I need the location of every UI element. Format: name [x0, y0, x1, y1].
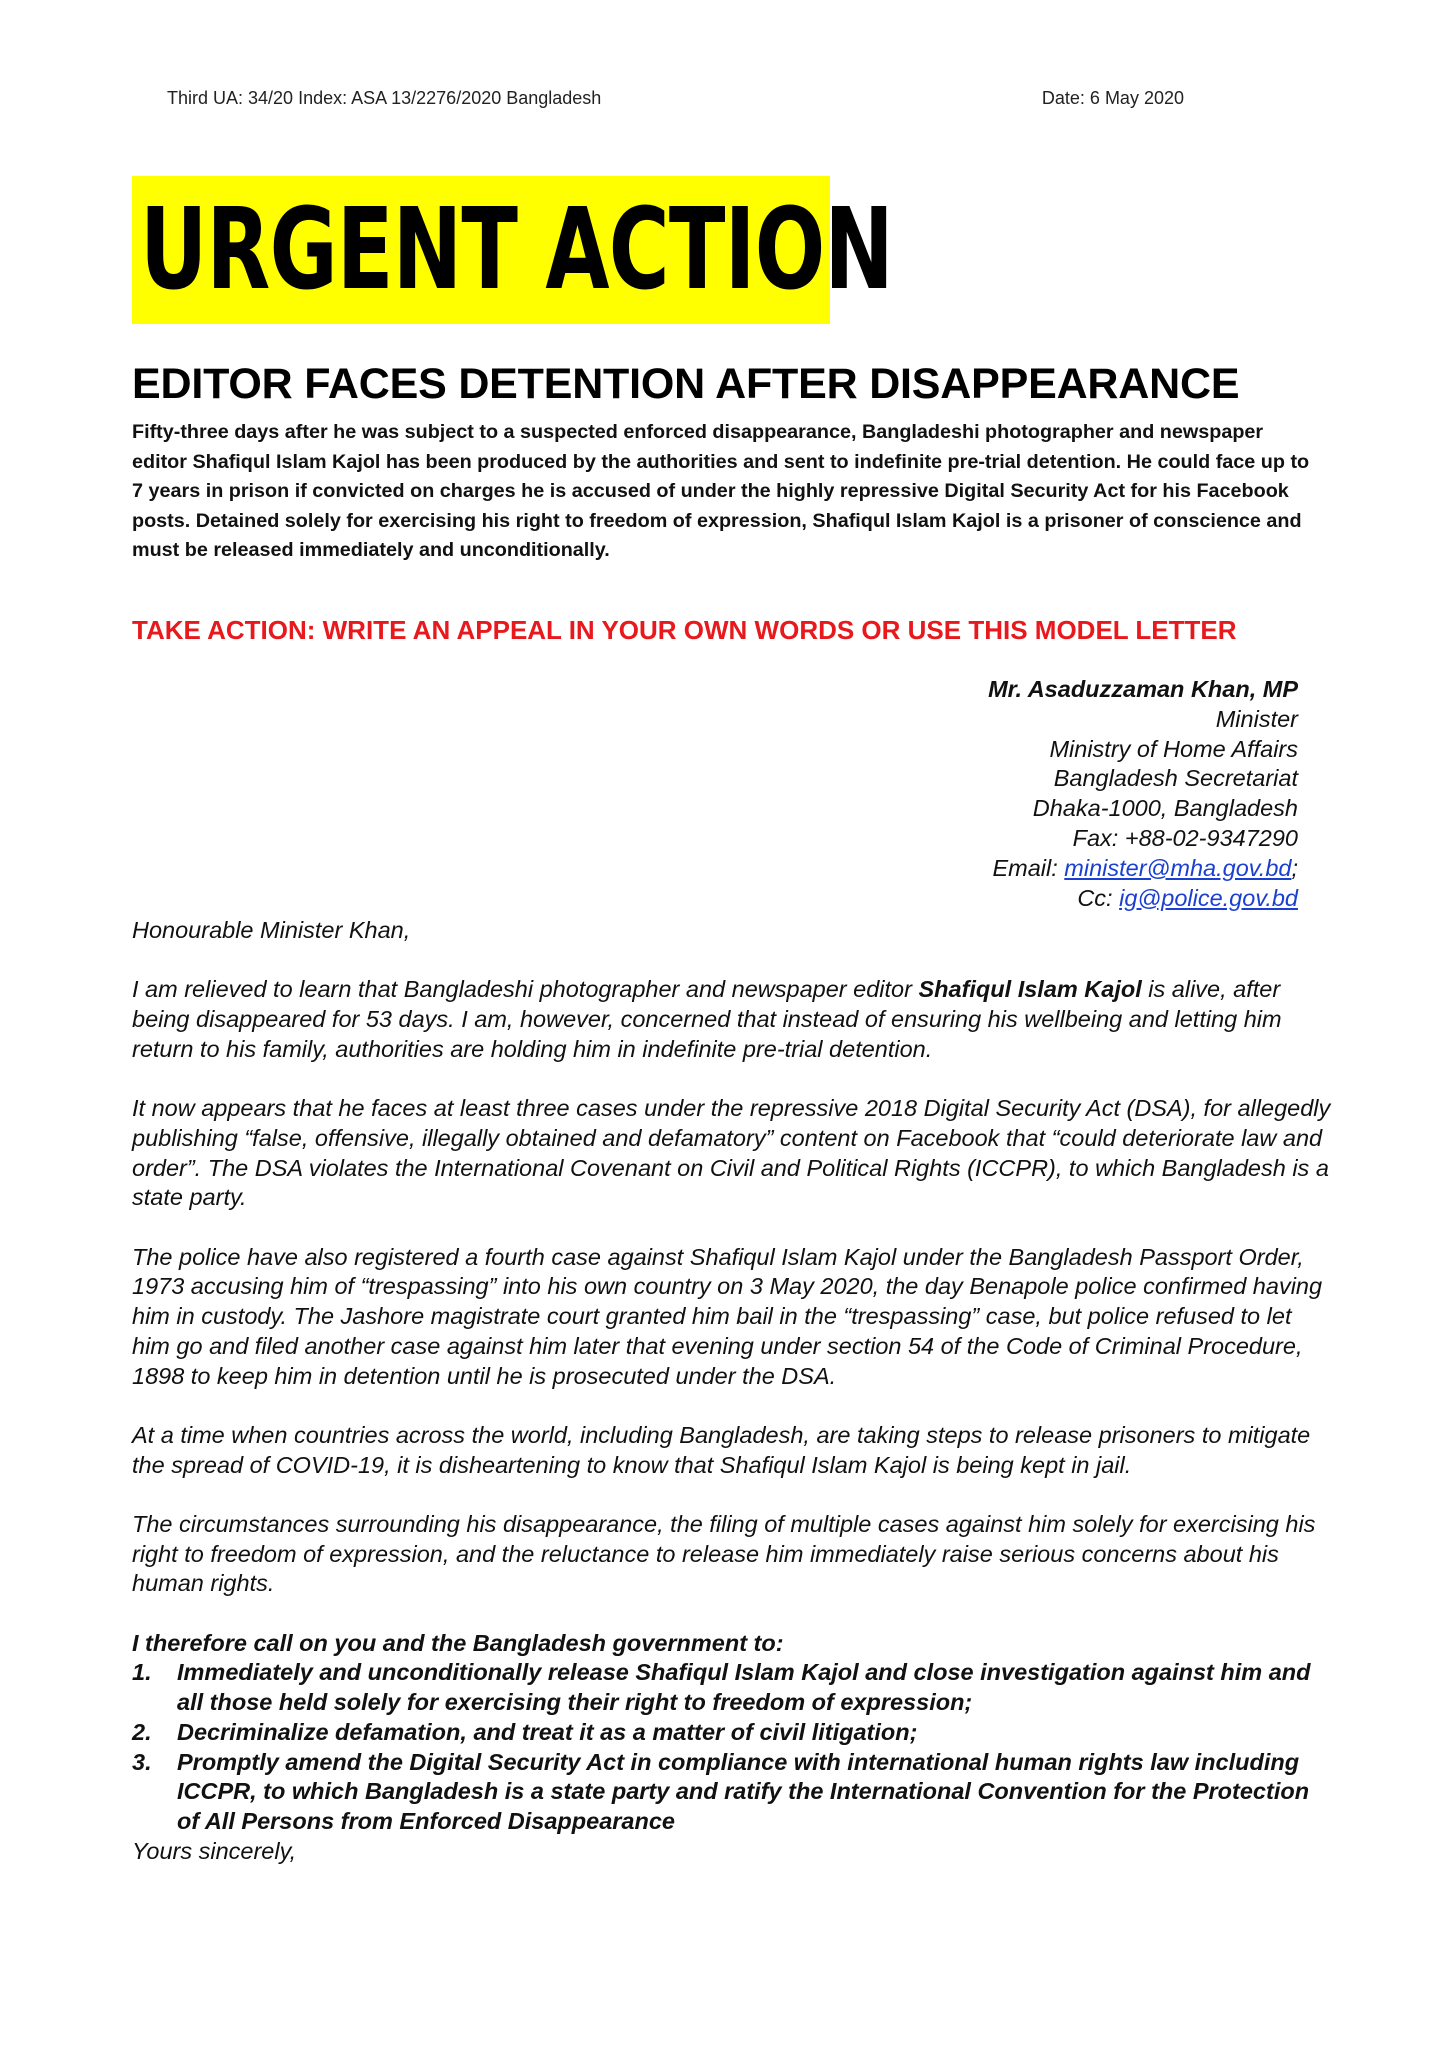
cc-label: Cc:: [1077, 884, 1120, 911]
letter-paragraph-1: [132, 975, 1332, 1064]
letter-paragraph-2: It now appears that he faces at least three cases under the repressive 2018 Digital Security Act (DSA), for allegedly publishing “false, offensive, illegally obtained and defamatory” content on Facebook that “could deteriorate law and order”. The DSA violates the International Covenant on Civil and Political Rights (ICCPR), to which Bangladesh is a state party.: [132, 1095, 1331, 1211]
recipient-city: Dhaka-1000, Bangladesh: [1032, 795, 1298, 822]
demand-text: Promptly amend the Digital Security Act in compliance with international human rights law including ICCPR, to which Bangladesh is a state party and ratify the International Convention for the Protection of All Persons from Enforced Disappearance: [177, 1748, 1310, 1834]
letter-paragraph-4: At a time when countries across the world, including Bangladesh, are taking steps to release prisoners to mitigate the spread of COVID-19, it is disheartening to know that Shafiqul Islam Kajol is being kept in jail.: [132, 1421, 1311, 1478]
letter-p1-text-b: is alive, after being disappeared for 53 days. I am, however, concerned that instead of ensuring his wellbeing and letting him return to his family, authorities are holding him in indefinite pre-trial detention.: [132, 976, 1282, 1062]
demand-item: [132, 1658, 1332, 1717]
demand-text: Immediately and unconditionally release Shafiqul Islam Kajol and close investigation against him and all those held solely for exercising their right to freedom of expression;: [177, 1659, 1311, 1716]
recipient-cc-line: [988, 884, 1298, 914]
page-title: EDITOR FACES DETENTION AFTER DISAPPEARANCE: [132, 360, 1240, 408]
model-letter: [132, 916, 1332, 1866]
cc-email-link[interactable]: ig@police.gov.bd: [1119, 884, 1298, 911]
demand-item: [132, 1718, 1332, 1748]
document-date: Date: 6 May 2020: [1041, 88, 1184, 108]
summary-paragraph: Fifty-three days after he was subject to a suspected enforced disappearance, Bangladeshi photographer and newspaper editor Shafiqul Islam Kajol has been produced by the authorities and sent to indefinite pre-trial detention. He could face up to 7 years in prison if convicted on charges he is accused of under the highly repressive Digital Security Act for his Facebook posts. Detained solely for exercising his right to freedom of expression, Shafiqul Islam Kajol is a prisoner of conscience and must be released immediately and unconditionally.: [132, 421, 1310, 561]
prisoner-name: Shafiqul Islam Kajol: [918, 976, 1142, 1003]
recipient-name: Mr. Asaduzzaman Khan, MP: [988, 676, 1298, 702]
email-label: Email:: [992, 854, 1065, 881]
demand-text: Decriminalize defamation, and treat it as a matter of civil litigation;: [177, 1718, 918, 1745]
demand-number: 2.: [132, 1718, 152, 1745]
letter-closing: Yours sincerely,: [132, 1837, 297, 1864]
letter-p1-text-a: I am relieved to learn that Bangladeshi photographer and newspaper editor: [132, 976, 919, 1003]
document-reference: Third UA: 34/20 Index: ASA 13/2276/2020 Bangladesh: [167, 88, 602, 108]
recipient-email-line: [988, 854, 1298, 884]
recipient-office: Bangladesh Secretariat: [1053, 765, 1298, 792]
demand-number: 1.: [132, 1659, 152, 1686]
email-link[interactable]: minister@mha.gov.bd: [1064, 854, 1292, 881]
letter-salutation: Honourable Minister Khan,: [132, 917, 411, 943]
take-action-heading: TAKE ACTION: WRITE AN APPEAL IN YOUR OWN WORDS OR USE THIS MODEL LETTER: [132, 615, 1237, 645]
recipient-title: Minister: [1215, 705, 1298, 732]
recipient-ministry: Ministry of Home Affairs: [1049, 735, 1298, 762]
urgent-action-banner: [132, 176, 894, 324]
banner-title: URGENT ACTION: [140, 185, 894, 315]
demand-number: 3.: [132, 1748, 152, 1775]
call-to-action-lead: I therefore call on you and the Bangladesh government to:: [132, 1629, 784, 1656]
email-suffix: ;: [1291, 854, 1298, 881]
letter-paragraph-5: The circumstances surrounding his disappearance, the filing of multiple cases against him solely for exercising his right to freedom of expression, and the reluctance to release him immediately raise serious concerns about his human rights.: [132, 1510, 1316, 1597]
recipient-address-block: [988, 675, 1298, 913]
letter-paragraph-3: The police have also registered a fourth case against Shafiqul Islam Kajol under the Bangladesh Passport Order, 1973 accusing him of “trespassing” into his own country on 3 May 2020, the day Benapole police confirmed having him in custody. The Jashore magistrate court granted him bail in the “trespassing” case, but police refused to let him go and filed another case against him later that evening under section 54 of the Code of Criminal Procedure, 1898 to keep him in detention until he is prosecuted under the DSA.: [132, 1243, 1323, 1389]
demand-item: [132, 1748, 1332, 1837]
recipient-fax: Fax: +88-02-9347290: [1072, 824, 1298, 851]
demands-list: [132, 1658, 1332, 1836]
